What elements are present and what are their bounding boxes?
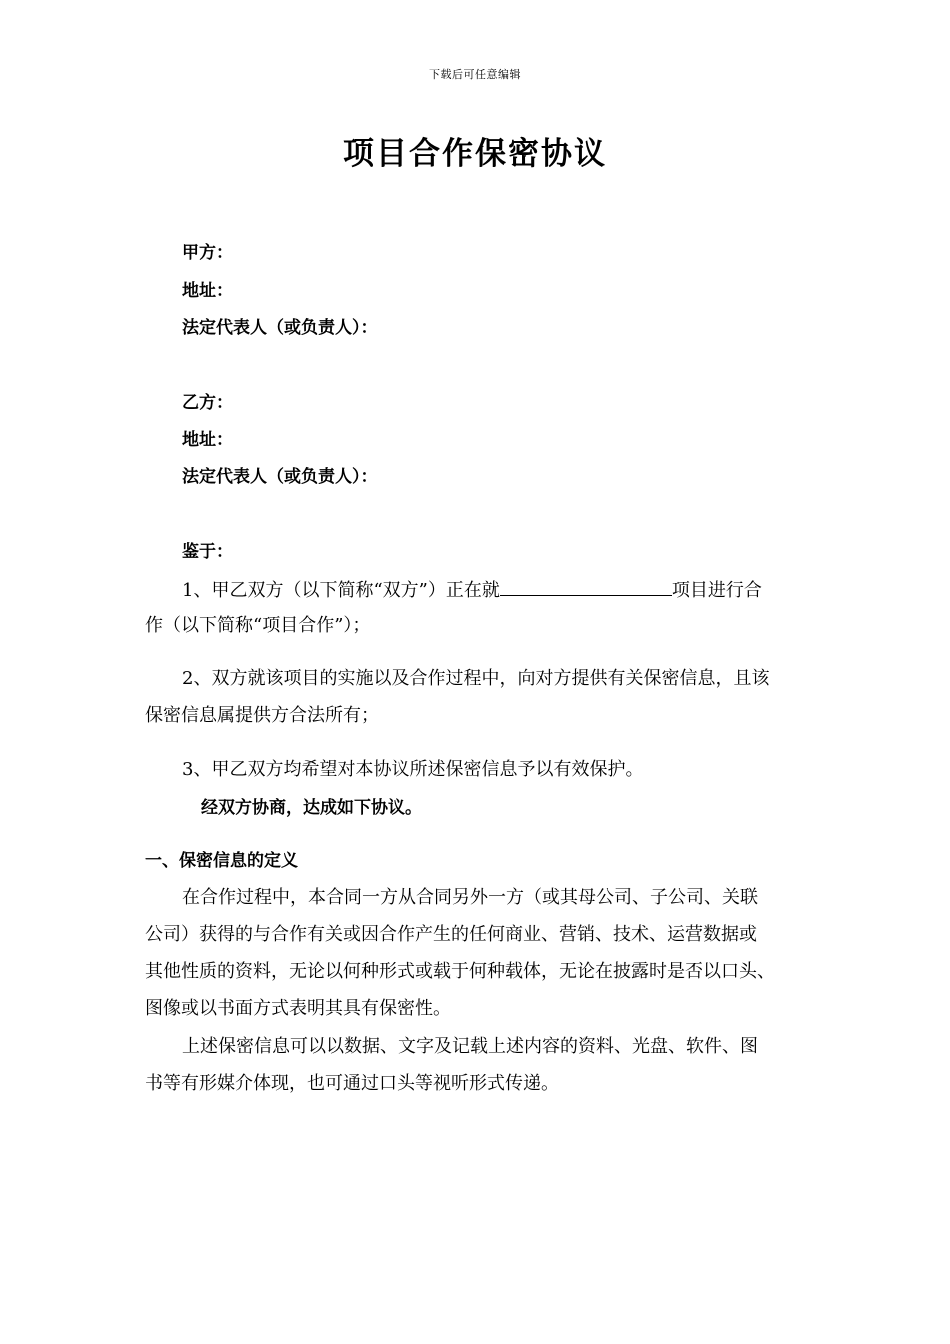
whereas-item-1-cont: 作（以下简称“项目合作”）； (145, 615, 371, 636)
section-1-heading: 一、保密信息的定义 (145, 851, 298, 871)
section-1-p1-line-1: 在合作过程中，本合同一方从合同另外一方（或其母公司、子公司、关联 (182, 887, 758, 908)
whereas-label: 鉴于： (182, 542, 233, 562)
whereas-item-2-cont: 保密信息属提供方合法所有； (145, 705, 379, 726)
agreement-statement: 经双方协商，达成如下协议。 (201, 798, 422, 818)
whereas-item-1 (182, 577, 762, 603)
party-a-rep: 法定代表人（或负责人）： (182, 318, 378, 338)
section-1-p2-line-1: 上述保密信息可以以数据、文字及记载上述内容的资料、光盘、软件、图 (182, 1036, 758, 1057)
document-title: 项目合作保密协议 (343, 136, 607, 172)
section-1-p1-line-4: 图像或以书面方式表明其具有保密性。 (145, 998, 451, 1019)
whereas-item-3: 3、甲乙双方均希望对本协议所述保密信息予以有效保护。 (182, 759, 644, 780)
section-1-p1-line-3: 其他性质的资料，无论以何种形式或载于何种载体，无论在披露时是否以口头、 (145, 961, 775, 982)
party-a-label: 甲方： (182, 243, 233, 263)
party-b-rep: 法定代表人（或负责人）： (182, 467, 378, 487)
party-a-address: 地址： (182, 281, 233, 301)
section-1-p2-line-2: 书等有形媒介体现，也可通过口头等视听形式传递。 (145, 1073, 559, 1094)
whereas-item-1-text-b: 项目进行合 (671, 580, 762, 601)
whereas-item-1-text-a: 1、甲乙双方（以下简称“双方”）正在就 (182, 580, 500, 601)
section-1-p1-line-2: 公司）获得的与合作有关或因合作产生的任何商业、营销、技术、运营数据或 (145, 924, 757, 945)
party-b-label: 乙方： (182, 393, 233, 413)
project-name-blank (500, 577, 672, 596)
party-b-address: 地址： (182, 430, 233, 450)
header-note: 下载后可任意编辑 (429, 68, 521, 81)
whereas-item-2: 2、双方就该项目的实施以及合作过程中，向对方提供有关保密信息，且该 (182, 668, 770, 689)
